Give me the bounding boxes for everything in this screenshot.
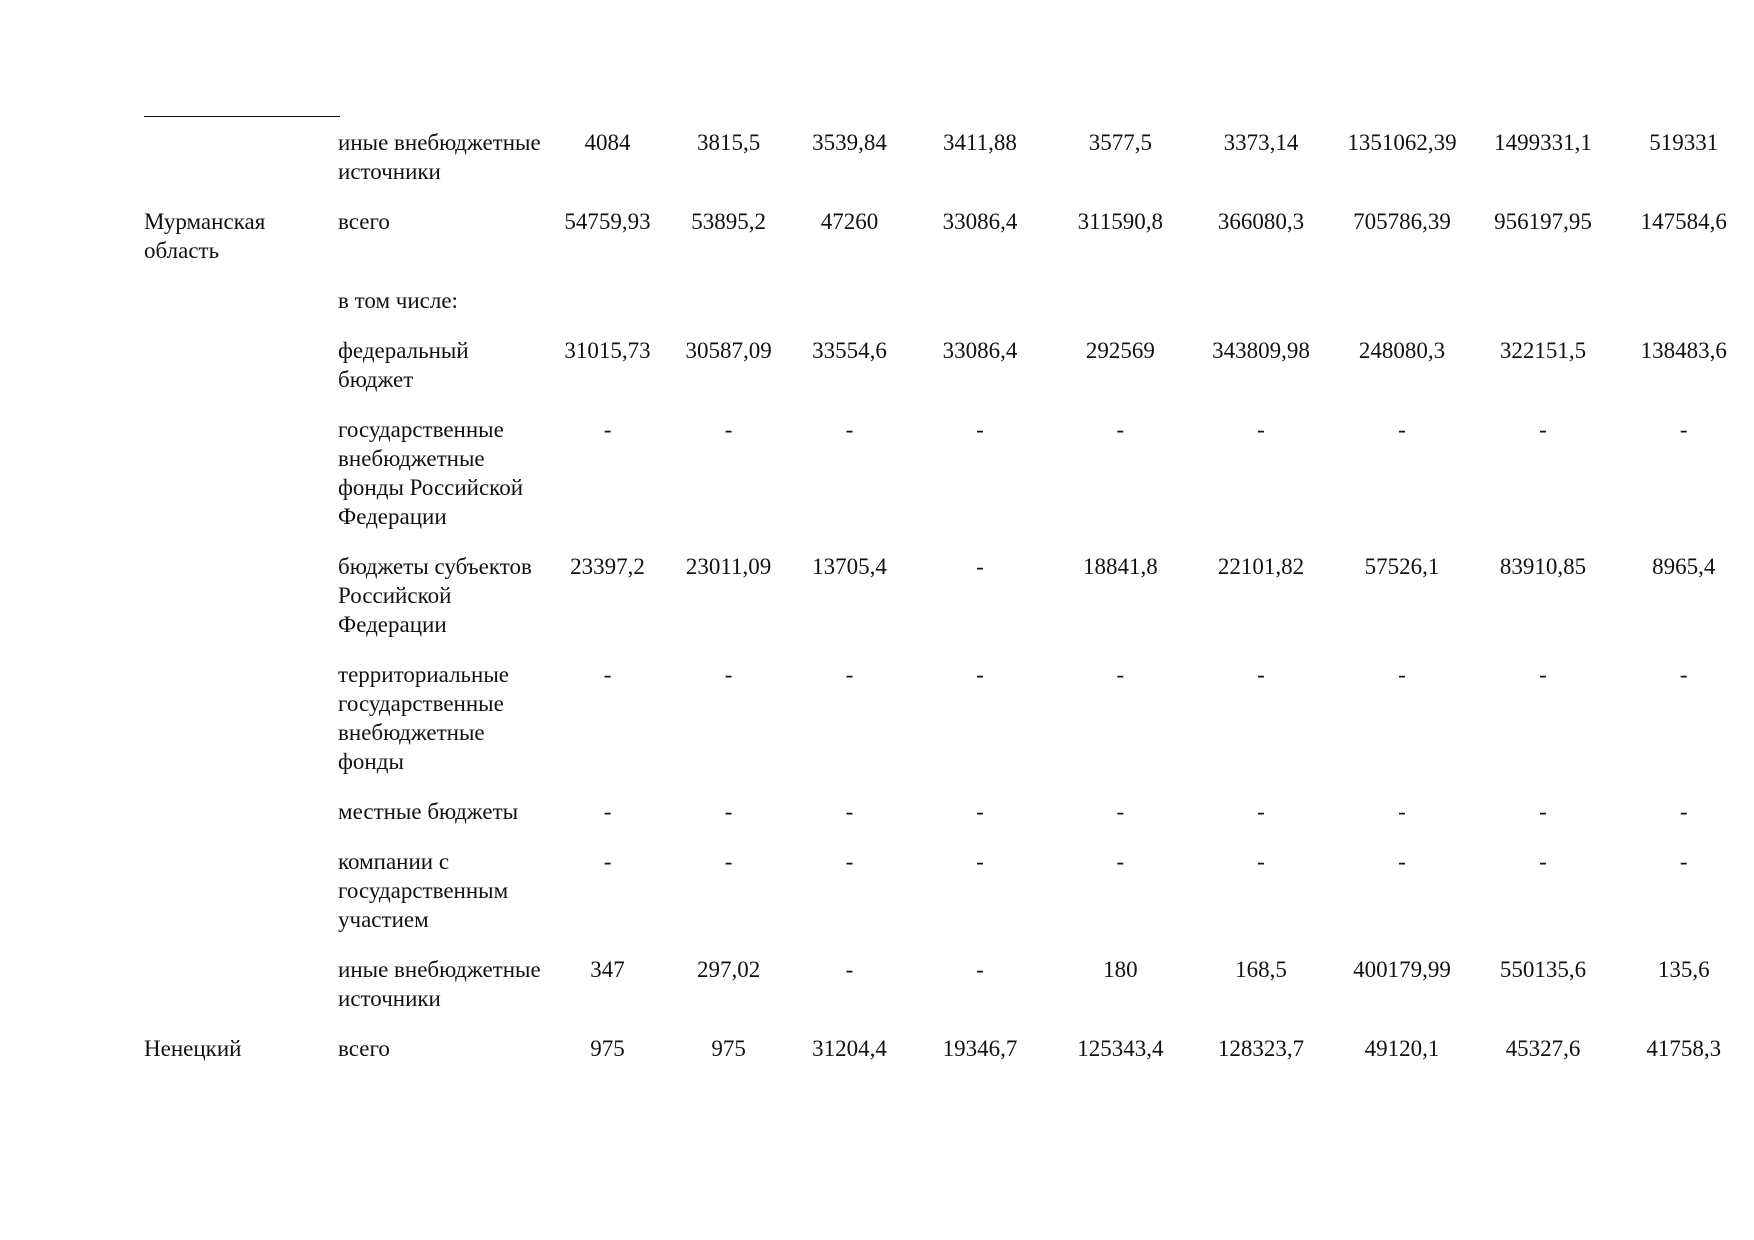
value-cell: - bbox=[845, 957, 854, 982]
value-cell: - bbox=[1398, 849, 1406, 874]
value-cell: 19346,7 bbox=[942, 1036, 1018, 1061]
value-cell: 3411,88 bbox=[943, 130, 1017, 155]
table-row bbox=[144, 797, 1754, 847]
value-cell: - bbox=[1116, 417, 1125, 442]
value-cell bbox=[789, 286, 910, 336]
region-cell bbox=[144, 660, 338, 797]
value-cell: 57526,1 bbox=[1364, 554, 1440, 579]
funding-source-cell: федеральный бюджет bbox=[338, 338, 469, 392]
value-cell bbox=[547, 286, 668, 336]
value-cell: - bbox=[724, 799, 733, 824]
value-cell: 292569 bbox=[1085, 338, 1155, 363]
table-row bbox=[144, 286, 1754, 336]
value-cell: 3373,14 bbox=[1223, 130, 1299, 155]
value-cell: - bbox=[1398, 417, 1406, 442]
value-cell: - bbox=[1257, 849, 1265, 874]
value-cell: - bbox=[603, 799, 612, 824]
value-cell: 49120,1 bbox=[1364, 1036, 1440, 1061]
value-cell: 343809,98 bbox=[1212, 338, 1310, 363]
funding-source-cell: в том числе: bbox=[338, 288, 458, 313]
funding-source-cell: иные внебюджетные источники bbox=[338, 957, 541, 1011]
value-cell: - bbox=[1679, 849, 1688, 874]
table-body bbox=[144, 128, 1754, 1084]
value-cell bbox=[668, 286, 789, 336]
region-cell: Мурманская область bbox=[144, 209, 266, 263]
value-cell: 366080,3 bbox=[1217, 209, 1305, 234]
value-cell: - bbox=[976, 849, 984, 874]
value-cell: 400179,99 bbox=[1353, 957, 1451, 982]
value-cell: 311590,8 bbox=[1077, 209, 1164, 234]
value-cell: 975 bbox=[590, 1036, 625, 1061]
value-cell: 41758,3 bbox=[1646, 1036, 1722, 1061]
value-cell: 705786,39 bbox=[1353, 209, 1451, 234]
value-cell: - bbox=[1257, 799, 1265, 824]
region-cell bbox=[144, 415, 338, 552]
budget-table bbox=[144, 128, 1754, 1084]
value-cell bbox=[1050, 286, 1191, 336]
value-cell: 347 bbox=[590, 957, 625, 982]
value-cell: 550135,6 bbox=[1499, 957, 1587, 982]
value-cell: 18841,8 bbox=[1082, 554, 1158, 579]
funding-source-cell: бюджеты субъектов Российской Федерации bbox=[338, 554, 532, 637]
value-cell: 33086,4 bbox=[942, 209, 1018, 234]
value-cell: - bbox=[603, 417, 612, 442]
value-cell: 138483,6 bbox=[1640, 338, 1727, 363]
value-cell: - bbox=[976, 554, 984, 579]
funding-source-cell: иные внебюджетные источники bbox=[338, 130, 541, 184]
value-cell: 54759,93 bbox=[564, 209, 651, 234]
table-row bbox=[144, 660, 1754, 797]
table-row bbox=[144, 415, 1754, 552]
table-row bbox=[144, 128, 1754, 207]
funding-source-cell: всего bbox=[338, 209, 390, 234]
value-cell: - bbox=[1398, 799, 1406, 824]
value-cell: 3815,5 bbox=[696, 130, 761, 155]
value-cell bbox=[910, 286, 1050, 336]
value-cell: 23397,2 bbox=[570, 554, 645, 579]
funding-source-cell: всего bbox=[338, 1036, 390, 1061]
value-cell bbox=[1613, 286, 1754, 336]
value-cell: 83910,85 bbox=[1499, 554, 1587, 579]
value-cell: 1499331,1 bbox=[1494, 130, 1592, 155]
funding-source-cell: государственные внебюджетные фонды Российской Федерации bbox=[338, 417, 523, 529]
value-cell: - bbox=[724, 849, 733, 874]
value-cell: - bbox=[976, 957, 984, 982]
value-cell: 322151,5 bbox=[1499, 338, 1587, 363]
value-cell: - bbox=[1398, 662, 1406, 687]
value-cell: 3577,5 bbox=[1088, 130, 1152, 155]
value-cell: 45327,6 bbox=[1505, 1036, 1581, 1061]
value-cell: - bbox=[603, 849, 612, 874]
region-cell bbox=[144, 797, 338, 847]
region-cell bbox=[144, 847, 338, 955]
value-cell: - bbox=[845, 417, 854, 442]
value-cell: 30587,09 bbox=[685, 338, 772, 363]
value-cell: 956197,95 bbox=[1494, 209, 1592, 234]
value-cell: - bbox=[1116, 799, 1125, 824]
value-cell: - bbox=[1679, 417, 1688, 442]
value-cell: - bbox=[845, 849, 854, 874]
value-cell: 519331 bbox=[1649, 130, 1719, 155]
value-cell: 4084 bbox=[584, 130, 631, 155]
table-row bbox=[144, 336, 1754, 415]
value-cell: 53895,2 bbox=[691, 209, 766, 234]
value-cell: 125343,4 bbox=[1077, 1036, 1164, 1061]
value-cell: 975 bbox=[711, 1036, 746, 1061]
value-cell: - bbox=[1116, 662, 1125, 687]
value-cell: - bbox=[724, 417, 733, 442]
value-cell: - bbox=[724, 662, 733, 687]
value-cell: - bbox=[1539, 799, 1547, 824]
value-cell: 128323,7 bbox=[1217, 1036, 1305, 1061]
table-row bbox=[144, 1034, 1754, 1084]
region-cell bbox=[144, 552, 338, 660]
value-cell: - bbox=[1539, 662, 1547, 687]
value-cell: 47260 bbox=[820, 209, 879, 234]
value-cell: - bbox=[976, 662, 984, 687]
value-cell: - bbox=[1679, 799, 1688, 824]
value-cell: - bbox=[1679, 662, 1688, 687]
value-cell: - bbox=[1116, 849, 1125, 874]
funding-source-cell: местные бюджеты bbox=[338, 799, 519, 824]
value-cell: - bbox=[976, 417, 984, 442]
value-cell: 135,6 bbox=[1657, 957, 1710, 982]
table-row bbox=[144, 207, 1754, 286]
value-cell: 31015,73 bbox=[564, 338, 651, 363]
value-cell: 3539,84 bbox=[812, 130, 887, 155]
value-cell: - bbox=[845, 662, 854, 687]
funding-source-cell: территориальные государственные внебюджетные фонды bbox=[338, 662, 510, 774]
value-cell: 297,02 bbox=[696, 957, 761, 982]
region-cell bbox=[144, 955, 338, 1034]
value-cell bbox=[1331, 286, 1472, 336]
region-cell: Ненецкий bbox=[144, 1036, 242, 1061]
value-cell: - bbox=[976, 799, 984, 824]
value-cell: 168,5 bbox=[1235, 957, 1287, 982]
value-cell: 31204,4 bbox=[812, 1036, 887, 1061]
value-cell: 23011,09 bbox=[685, 554, 772, 579]
value-cell: - bbox=[1257, 417, 1265, 442]
region-cell bbox=[144, 286, 338, 336]
top-rule bbox=[144, 116, 340, 117]
value-cell: 147584,6 bbox=[1640, 209, 1727, 234]
value-cell: - bbox=[845, 799, 854, 824]
region-cell bbox=[144, 128, 338, 207]
table-row bbox=[144, 955, 1754, 1034]
value-cell: - bbox=[603, 662, 612, 687]
value-cell: 13705,4 bbox=[812, 554, 887, 579]
table-row bbox=[144, 552, 1754, 660]
value-cell: 8965,4 bbox=[1652, 554, 1716, 579]
value-cell: 248080,3 bbox=[1358, 338, 1446, 363]
table-row bbox=[144, 847, 1754, 955]
value-cell: 22101,82 bbox=[1217, 554, 1305, 579]
value-cell: 180 bbox=[1103, 957, 1138, 982]
value-cell: 33554,6 bbox=[812, 338, 887, 363]
value-cell bbox=[1473, 286, 1614, 336]
value-cell: - bbox=[1257, 662, 1265, 687]
funding-source-cell: компании с государственным участием bbox=[338, 849, 509, 932]
value-cell: 33086,4 bbox=[942, 338, 1018, 363]
value-cell: - bbox=[1539, 417, 1547, 442]
value-cell: 1351062,39 bbox=[1347, 130, 1457, 155]
region-cell bbox=[144, 336, 338, 415]
value-cell bbox=[1191, 286, 1332, 336]
value-cell: - bbox=[1539, 849, 1547, 874]
